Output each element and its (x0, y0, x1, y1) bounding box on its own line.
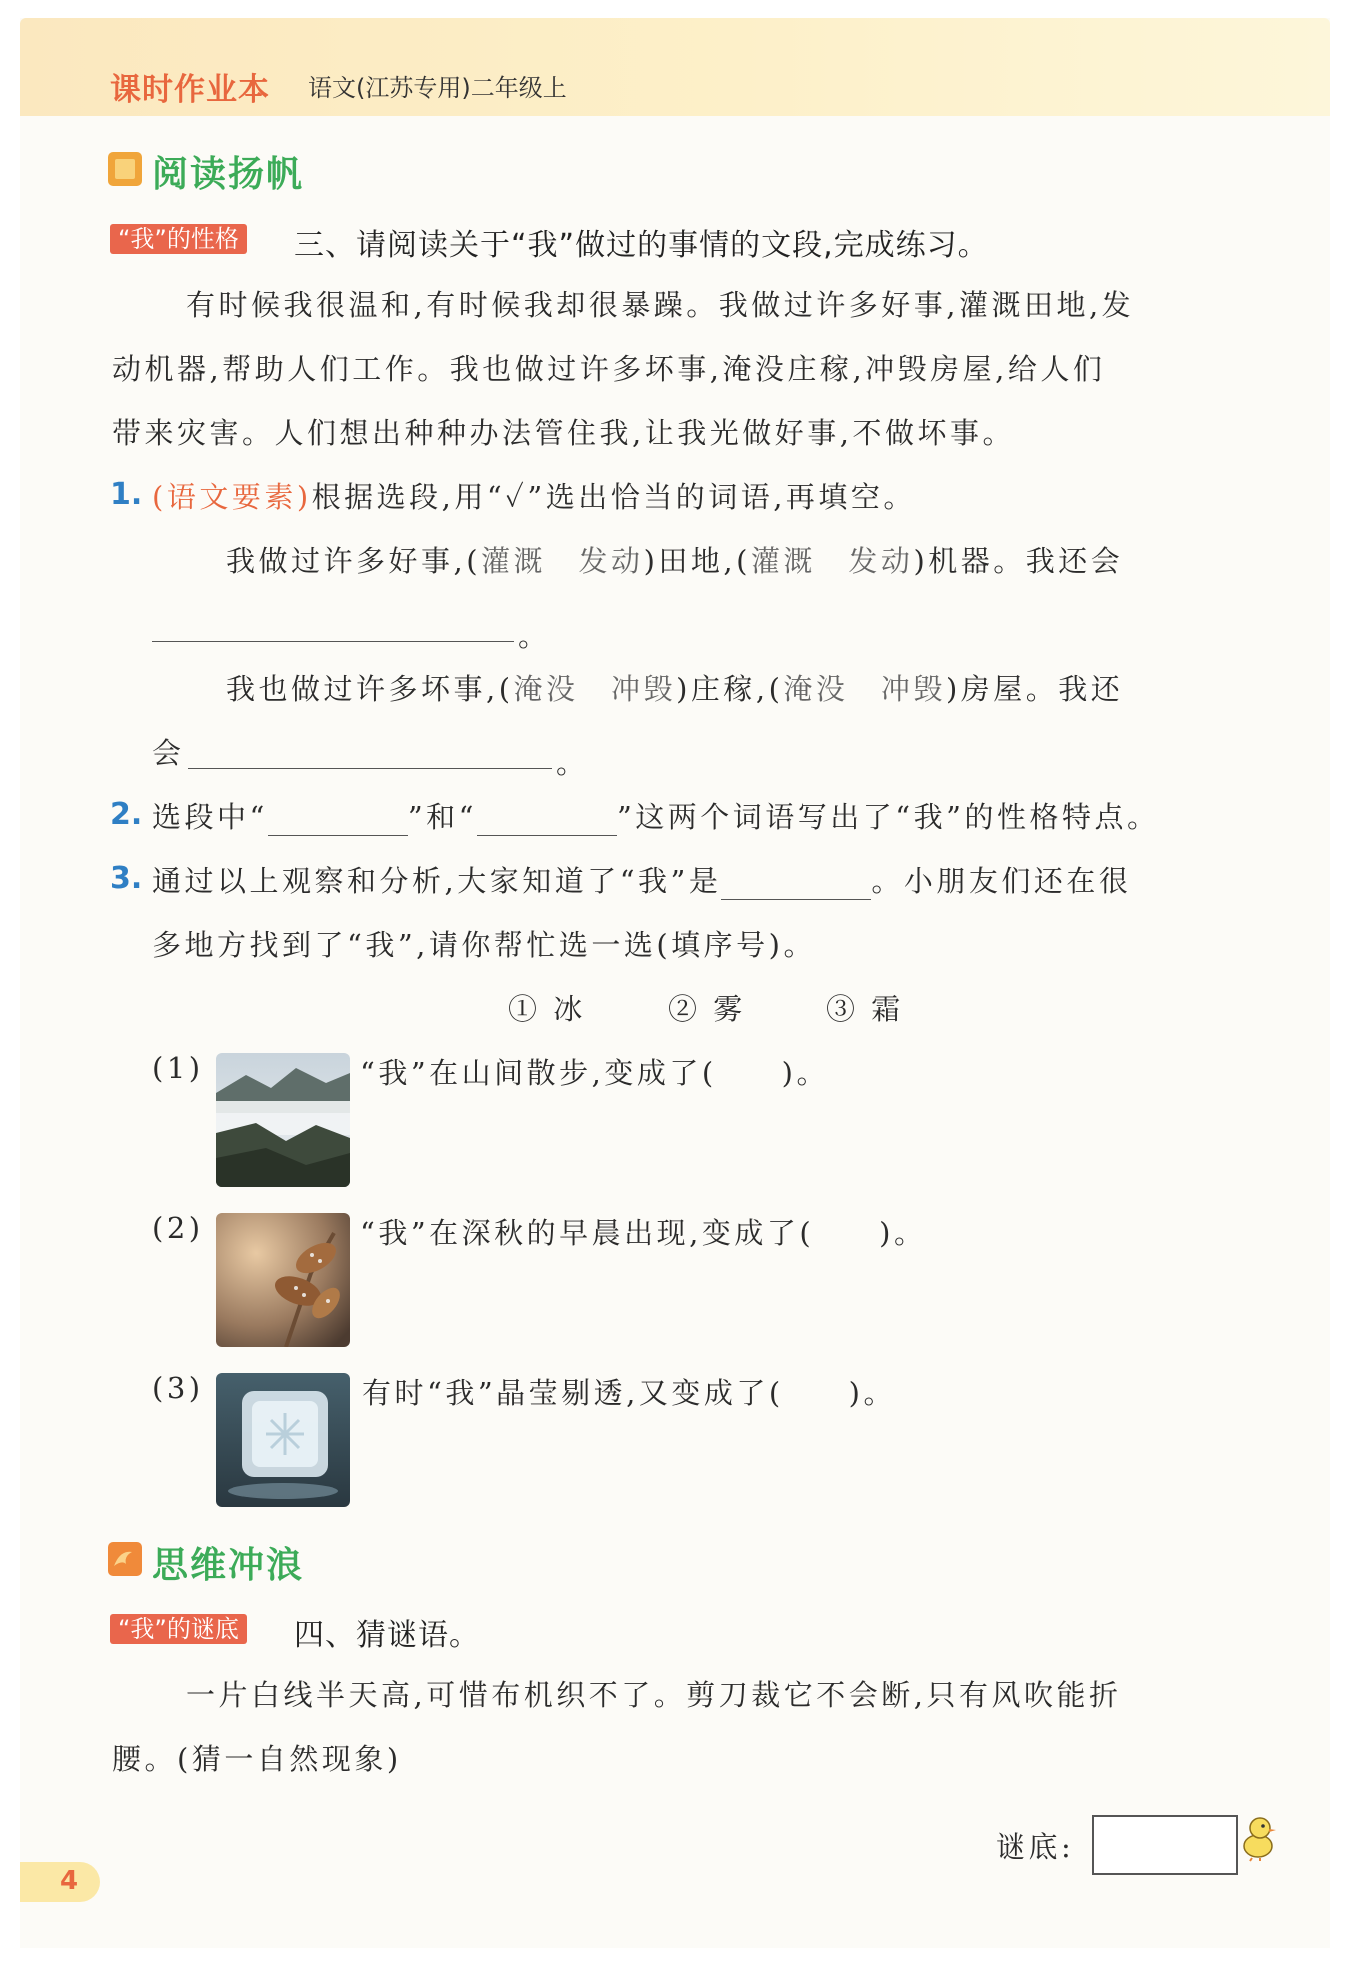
book-subject: 语文(江苏专用)二年级上 (308, 74, 567, 102)
q2-text-a: 选段中“ (152, 800, 268, 834)
q1-text: 根据选段,用“✓”选出恰当的词语,再填空。 (311, 480, 916, 514)
q1-blank-2[interactable] (188, 768, 552, 769)
q3-item-2-text: “我”在深秋的早晨出现,变成了( )。 (360, 1216, 927, 1250)
book-brand: 课时作业本 (110, 72, 270, 108)
q3-text-a: 通过以上观察和分析,大家知道了“我”是 (152, 864, 722, 898)
q1-prompt (152, 475, 916, 516)
answer-label: 谜底: (996, 1830, 1075, 1864)
q3-line-1 (152, 859, 1131, 900)
q1-line1-a: 我做过许多好事,( (226, 544, 482, 578)
section-tag-character: “我”的性格 (110, 224, 247, 254)
q2-blank-1[interactable] (268, 807, 408, 836)
q1-option-flood-destroy-1[interactable]: 淹没 冲毁 (513, 672, 677, 706)
answer-box[interactable] (1092, 1815, 1238, 1875)
q1-fill-line-1 (226, 539, 1123, 580)
section-title-reading: 阅读扬帆 (152, 154, 305, 195)
q1-line2-c: )房屋。我还 (945, 672, 1124, 706)
q1-end-2: 。 (556, 746, 589, 780)
q1-option-flood-destroy-2[interactable]: 淹没 冲毁 (783, 672, 946, 706)
q3-option-ice: ① 冰 (508, 992, 586, 1026)
ice-cube-photo (216, 1373, 350, 1507)
q3-blank[interactable] (721, 871, 871, 900)
passage-line-1: 有时候我很温和,有时候我却很暴躁。我做过许多好事,灌溉田地,发 (186, 288, 1135, 322)
q3-item-3-text: 有时“我”晶莹剔透,又变成了( )。 (362, 1376, 896, 1410)
q2-blank-2[interactable] (477, 807, 617, 836)
q1-line1-c: )机器。我还会 (913, 544, 1124, 578)
q1-line1-b: )田地,( (643, 544, 751, 578)
frost-leaf-photo (216, 1213, 350, 1347)
q3-option-fog: ② 雾 (668, 992, 746, 1026)
book-icon (108, 152, 142, 186)
q1-number: 1. (110, 477, 143, 512)
q3-text-b: 。小朋友们还在很 (871, 864, 1132, 898)
q2-number: 2. (110, 797, 143, 832)
section-title-thinking: 思维冲浪 (152, 1545, 305, 1586)
q1-option-irrigate-drive-2[interactable]: 灌溉 发动 (750, 544, 914, 578)
q2-line (152, 795, 1159, 836)
question-4-heading: 四、猜谜语。 (294, 1618, 480, 1653)
q3-line-2: 多地方找到了“我”,请你帮忙选一选(填序号)。 (152, 928, 816, 962)
q3-item-1-text: “我”在山间散步,变成了( )。 (360, 1056, 829, 1090)
q3-item-1-label: (1) (152, 1051, 204, 1085)
fog-mountain-photo (216, 1053, 350, 1187)
wave-icon (108, 1542, 142, 1576)
q1-line2-b: )庄稼,( (676, 672, 784, 706)
q1-line2-d: 会 (152, 736, 185, 770)
q3-option-frost: ③ 霜 (826, 992, 904, 1026)
riddle-line-1: 一片白线半天高,可惜布机织不了。剪刀裁它不会断,只有风吹能折 (186, 1678, 1122, 1712)
q2-text-c: ”这两个词语写出了“我”的性格特点。 (616, 800, 1160, 834)
passage-line-2: 动机器,帮助人们工作。我也做过许多坏事,淹没庄稼,冲毁房屋,给人们 (112, 352, 1106, 386)
q1-line2-a: 我也做过许多坏事,( (226, 672, 514, 706)
q3-item-2-label: (2) (152, 1211, 204, 1245)
section-tag-riddle: “我”的谜底 (110, 1614, 247, 1644)
q1-option-irrigate-drive-1[interactable]: 灌溉 发动 (481, 544, 644, 578)
q1-label: (语文要素) (152, 480, 312, 514)
duck-icon (1238, 1812, 1278, 1862)
riddle-line-2: 腰。(猜一自然现象) (112, 1742, 402, 1776)
q1-fill-line-2 (226, 667, 1123, 708)
question-3-heading: 三、请阅读关于“我”做过的事情的文段,完成练习。 (294, 228, 989, 263)
q3-item-3-label: (3) (152, 1371, 204, 1405)
passage-line-3: 带来灾害。人们想出种种办法管住我,让我光做好事,不做坏事。 (112, 416, 1015, 450)
q1-blank-1[interactable] (152, 641, 514, 642)
q1-end-1: 。 (518, 619, 551, 653)
page-number: 4 (60, 1866, 79, 1896)
q3-number: 3. (110, 861, 143, 896)
q2-text-b: ”和“ (407, 800, 477, 834)
